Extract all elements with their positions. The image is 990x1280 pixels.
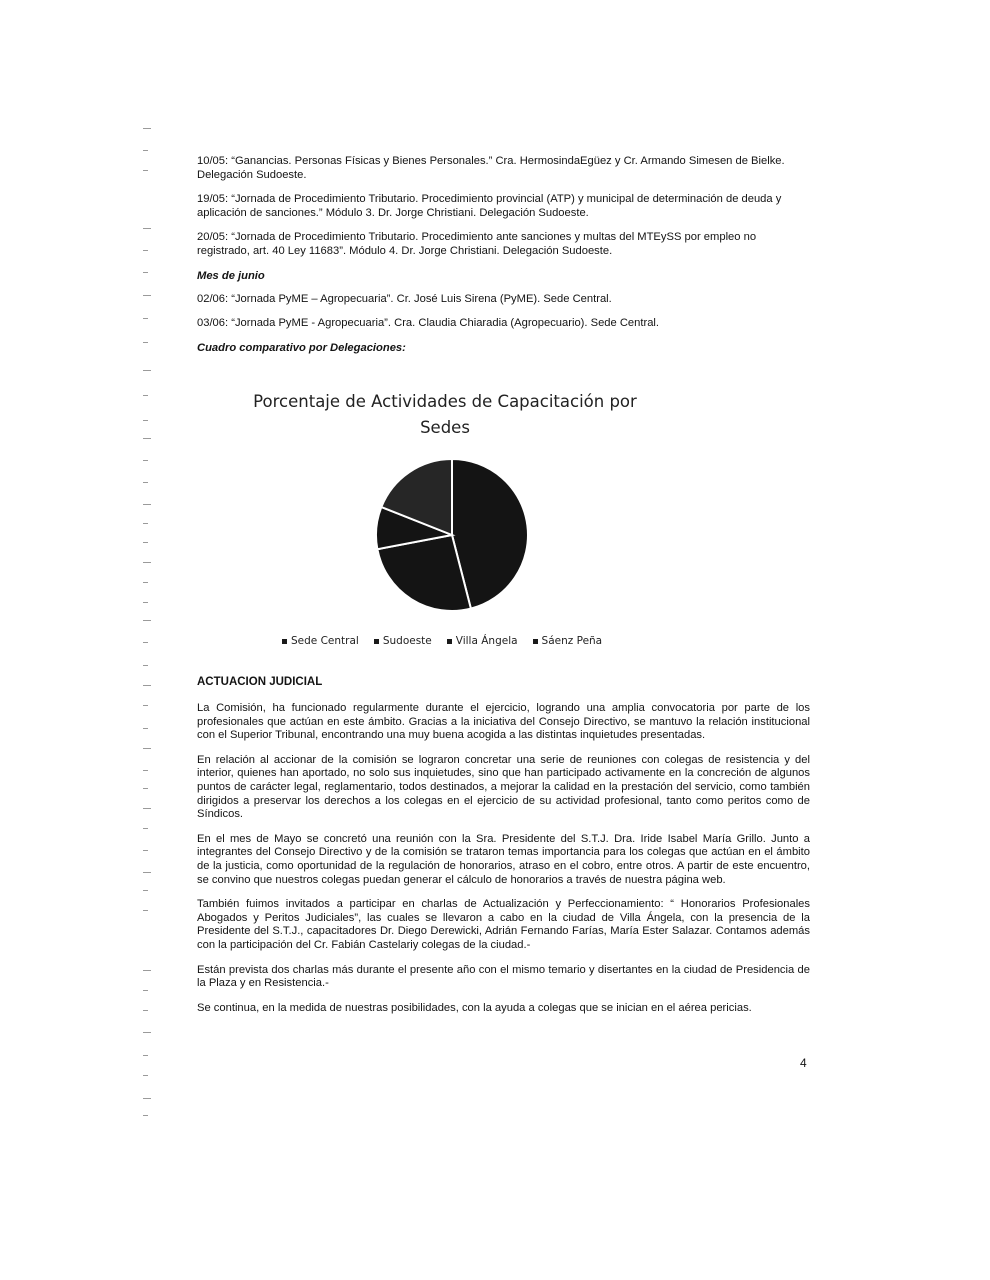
scan-mark bbox=[143, 170, 148, 171]
legend-swatch bbox=[282, 639, 287, 644]
scan-mark bbox=[143, 1075, 148, 1076]
activity-entry: 10/05: “Ganancias. Personas Físicas y Bienes Personales.” Cra. HermosindaEgüez y Cr. Armando Simesen de Bielke. Delegación Sudoeste. bbox=[197, 155, 785, 181]
scan-mark bbox=[143, 990, 148, 991]
paragraph: También fuimos invitados a participar en charlas de Actualización y Perfeccionamiento: “ Honorarios Profesionales Abogados y Peritos Judiciales”, las cuales se llevaron a cabo en la ciudad de Villa Ángela, con la presencia de la Presidente del S.T.J., capacitadores Dr. Diego Derewicki, Adrián Fernando Farías, María Ester Salazar. Contamos además con la participación del Cr. Fabián Castelariy colegas de la ciudad.- bbox=[197, 898, 810, 951]
legend-label: Sáenz Peña bbox=[541, 635, 603, 647]
legend-item-sede-central bbox=[282, 635, 359, 647]
june-heading: Mes de junio bbox=[197, 269, 265, 282]
scan-mark bbox=[143, 828, 148, 829]
activity-entry: 20/05: “Jornada de Procedimiento Tributario. Procedimiento ante sanciones y multas del MTEySS por empleo no registrado, art. 40 Ley 11683”. Módulo 4. Dr. Jorge Christiani. Delegación Sudoeste. bbox=[197, 231, 757, 257]
scan-mark bbox=[143, 128, 151, 129]
chart-legend bbox=[282, 635, 602, 647]
scan-mark bbox=[143, 460, 148, 461]
scan-mark bbox=[143, 318, 148, 319]
scan-mark bbox=[143, 582, 148, 583]
section-title: ACTUACION JUDICIAL bbox=[197, 676, 323, 688]
scan-mark bbox=[143, 850, 148, 851]
scan-mark bbox=[143, 808, 151, 809]
pie-chart-graphic bbox=[367, 457, 537, 617]
scan-mark bbox=[143, 395, 148, 396]
activity-entry: 03/06: “Jornada PyME - Agropecuaria”. Cra. Claudia Chiaradia (Agropecuario). Sede Central. bbox=[197, 317, 660, 330]
scan-mark bbox=[143, 228, 151, 229]
scan-mark bbox=[143, 788, 148, 789]
legend-label: Villa Ángela bbox=[455, 635, 518, 647]
scan-mark bbox=[143, 1098, 151, 1099]
paragraph: En relación al accionar de la comisión se lograron concretar una serie de reuniones con colegas de resistencia y del interior, quienes han aportado, no solo sus inquietudes, sino que han participado activamente en la concreción de algunos puntos de carácter legal, reglamentario, todos destinados, a mejorar la calidad en la prestación del servicio, como también dirigidos a preservar los derechos a los colegas en el ejercicio de su actividad profesional, tanto como peritos como de Síndicos. bbox=[197, 753, 810, 821]
legend-swatch bbox=[447, 639, 452, 644]
scan-mark bbox=[143, 295, 151, 296]
scan-mark bbox=[143, 420, 148, 421]
activity-entry: 02/06: “Jornada PyME – Agropecuaria”. Cr. José Luis Sirena (PyME). Sede Central. bbox=[197, 292, 612, 305]
paragraph: En el mes de Mayo se concretó una reunión con la Sra. Presidente del S.T.J. Dra. Iride Isabel María Grillo. Junto a integrantes del Consejo Directivo y de la comisión se trataron temas importancia para los colegas que actúan en el ámbito de la justicia, como oportunidad de la regulación de honorarios, atraso en el cobro, entre otros. A partir de este encuentro, se convino que nuestros colegas puedan generar el cálculo de honorarios a través de nuestra página web. bbox=[197, 832, 810, 886]
activity-entry: 19/05: “Jornada de Procedimiento Tributario. Procedimiento provincial (ATP) y municipal de determinación de deuda y aplicación de sanciones.” Módulo 3. Dr. Jorge Christiani. Delegación Sudoeste. bbox=[197, 193, 782, 219]
scan-mark bbox=[143, 504, 151, 505]
scan-mark bbox=[143, 642, 148, 643]
scan-mark bbox=[143, 1010, 148, 1011]
scan-mark bbox=[143, 1032, 151, 1033]
scan-mark bbox=[143, 542, 148, 543]
scan-mark bbox=[143, 890, 148, 891]
legend-item-saenz-pena bbox=[533, 635, 603, 647]
scan-mark bbox=[143, 748, 151, 749]
comparison-heading: Cuadro comparativo por Delegaciones: bbox=[197, 341, 406, 354]
scan-mark bbox=[143, 150, 148, 151]
scan-mark bbox=[143, 685, 151, 686]
legend-label: Sede Central bbox=[291, 635, 359, 647]
scan-mark bbox=[143, 872, 151, 873]
scan-mark bbox=[143, 665, 148, 666]
scan-mark bbox=[143, 342, 148, 343]
scan-mark bbox=[143, 602, 148, 603]
scan-mark bbox=[143, 523, 148, 524]
scan-mark bbox=[143, 438, 151, 439]
page-number: 4 bbox=[800, 1056, 807, 1070]
legend-swatch bbox=[533, 639, 538, 644]
legend-label: Sudoeste bbox=[382, 635, 432, 647]
legend-swatch bbox=[374, 639, 379, 644]
scan-mark bbox=[143, 620, 151, 621]
activity-list bbox=[197, 155, 810, 365]
scan-mark bbox=[143, 370, 151, 371]
paragraph: La Comisión, ha funcionado regularmente durante el ejercicio, logrando una amplia convocatoria por parte de los profesionales que actúan en este ámbito. Gracias a la iniciativa del Consejo Directivo, se mantuvo la relación institucional con el Superior Tribunal, encontrando una muy buena acogida a las distintas inquietudes presentadas. bbox=[197, 702, 810, 742]
pie-chart bbox=[197, 385, 717, 655]
legend-item-villa-angela bbox=[447, 635, 518, 647]
judicial-section bbox=[197, 676, 810, 1026]
scan-mark bbox=[143, 910, 148, 911]
scan-mark bbox=[143, 728, 148, 729]
scan-mark bbox=[143, 482, 148, 483]
scan-mark bbox=[143, 770, 148, 771]
scan-mark bbox=[143, 970, 151, 971]
scan-mark bbox=[143, 272, 148, 273]
legend-item-sudoeste bbox=[374, 635, 432, 647]
chart-title: Porcentaje de Actividades de Capacitación por Sedes bbox=[253, 392, 637, 437]
scan-mark bbox=[143, 1115, 148, 1116]
scan-mark bbox=[143, 705, 148, 706]
scan-mark bbox=[143, 250, 148, 251]
paragraph: Están prevista dos charlas más durante el presente año con el mismo temario y disertantes en la ciudad de Presidencia de la Plaza y en Resistencia.- bbox=[197, 963, 810, 990]
scan-mark bbox=[143, 562, 151, 563]
paragraph: Se continua, en la medida de nuestras posibilidades, con la ayuda a colegas que se inician en el aérea pericias. bbox=[197, 1001, 752, 1014]
scan-mark bbox=[143, 1055, 148, 1056]
margin-scan-marks bbox=[143, 120, 155, 1130]
